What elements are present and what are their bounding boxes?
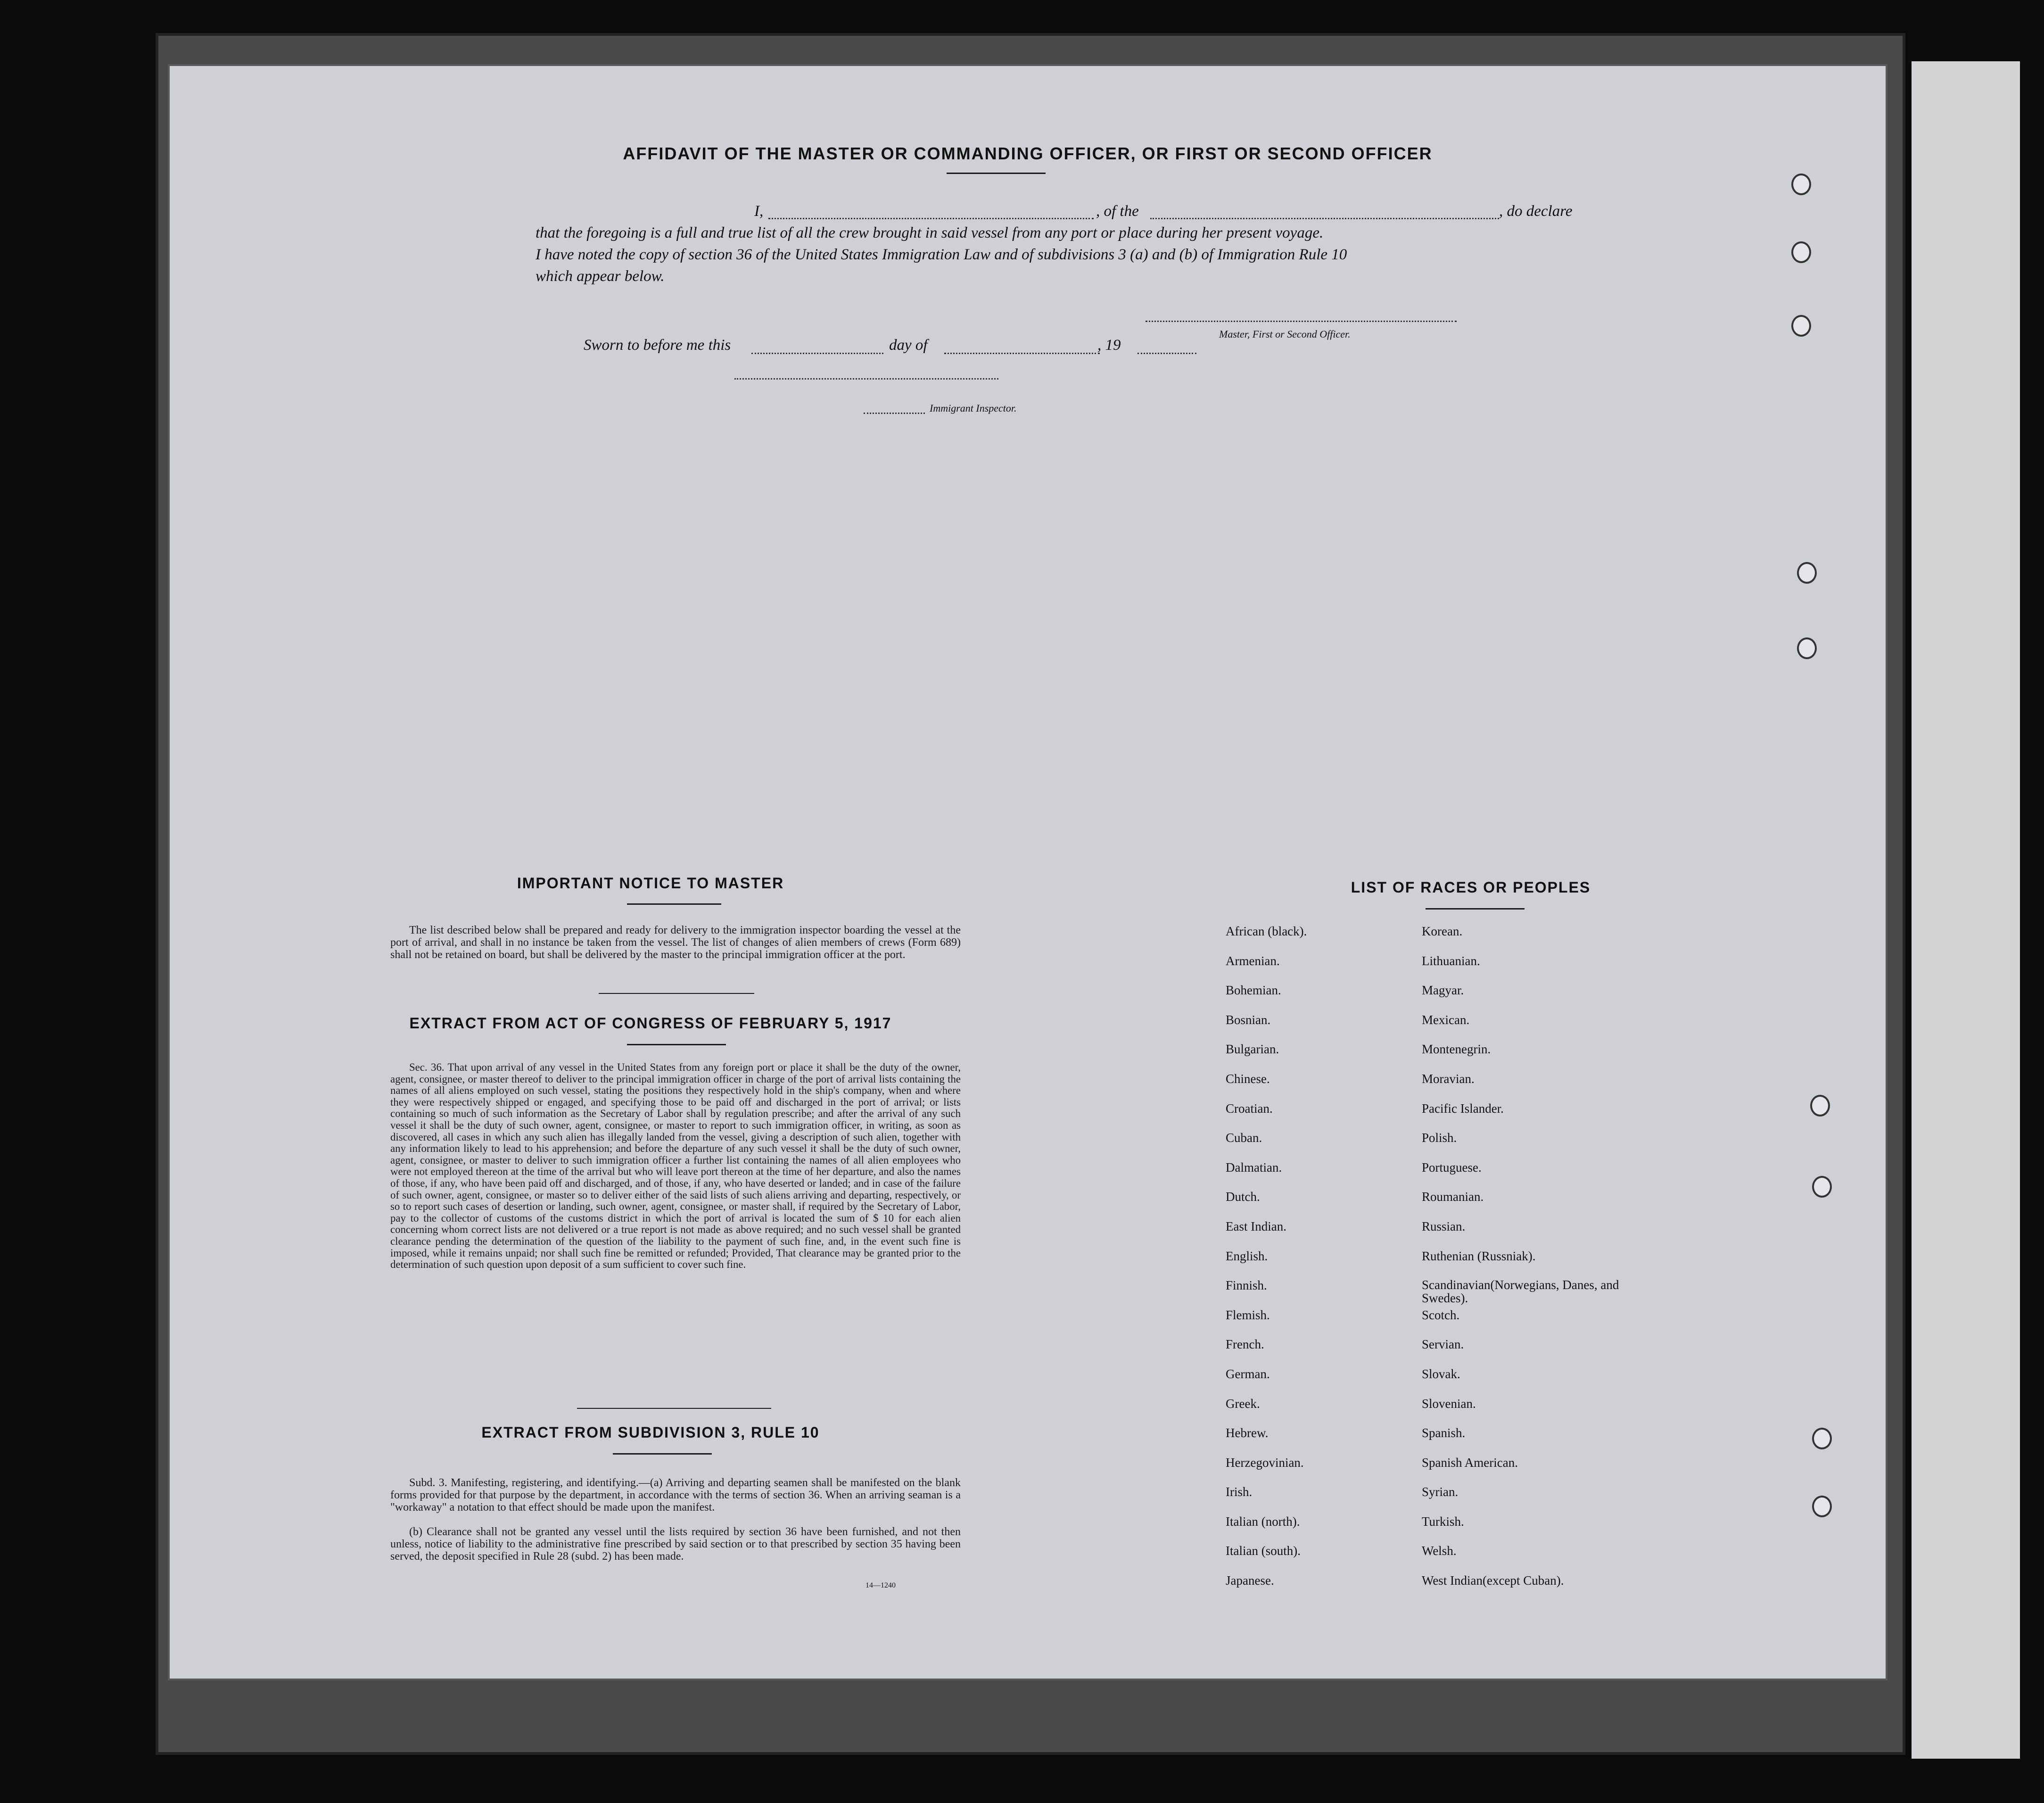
vessel-blank[interactable]	[1150, 218, 1499, 219]
race-item: Pacific Islander.	[1422, 1101, 1504, 1116]
race-item: East Indian.	[1226, 1219, 1286, 1233]
race-item: Moravian.	[1422, 1071, 1475, 1086]
act-extract-title: EXTRACT FROM ACT OF CONGRESS OF FEBRUARY 5, 1917	[409, 1015, 892, 1032]
races-column-1	[1226, 924, 1414, 1603]
race-item: Spanish American.	[1422, 1455, 1518, 1470]
declaration-line-1	[585, 203, 1631, 222]
race-item: Hebrew.	[1226, 1426, 1269, 1440]
affidavit-title: AFFIDAVIT OF THE MASTER OR COMMANDING OFFICER, OR FIRST OR SECOND OFFICER	[623, 144, 1433, 163]
notice-title: IMPORTANT NOTICE TO MASTER	[517, 875, 784, 892]
race-item: Syrian.	[1422, 1485, 1459, 1499]
sworn-day-of: day of	[889, 337, 928, 354]
sworn-prefix: Sworn to before me this	[584, 337, 731, 354]
notice-body: The list described below shall be prepared and ready for delivery to the immigration inspector boarding the vessel at the port of arrival, and shall in no instance be taken from the vessel. The list of changes of alien members of crews (Form 689) shall not be retained on board, but shall be delivered by the master to the principal immigration officer at the port.	[390, 924, 961, 961]
race-item: Polish.	[1422, 1131, 1457, 1145]
race-item: Greek.	[1226, 1396, 1260, 1411]
manifest-page	[170, 66, 1886, 1679]
act-extract-rule	[627, 1044, 726, 1045]
declaration-of-the: , of the	[1096, 203, 1139, 220]
race-item: Scandinavian(Norwegians, Danes, and Swedes).	[1422, 1278, 1619, 1306]
race-item: Lithuanian.	[1422, 953, 1480, 968]
sworn-year: , 19	[1097, 337, 1121, 354]
races-title: LIST OF RACES OR PEOPLES	[1351, 879, 1591, 896]
race-item: Montenegrin.	[1422, 1042, 1491, 1057]
race-item: Slovak.	[1422, 1366, 1460, 1381]
punch-hole-icon	[1810, 1095, 1830, 1117]
sworn-day-blank[interactable]	[751, 353, 883, 354]
punch-hole-icon	[1797, 637, 1817, 659]
punch-hole-icon	[1797, 562, 1817, 584]
form-number: 14—1240	[865, 1581, 896, 1589]
race-item: Spanish.	[1422, 1426, 1466, 1440]
declaration-i: I,	[754, 203, 764, 220]
race-item: Chinese.	[1226, 1071, 1270, 1086]
race-item: Servian.	[1422, 1337, 1464, 1352]
race-item: Dalmatian.	[1226, 1160, 1282, 1174]
race-item: Slovenian.	[1422, 1396, 1476, 1411]
section-divider	[599, 993, 754, 994]
race-item: Herzegovinian.	[1226, 1455, 1304, 1470]
race-item: Armenian.	[1226, 953, 1280, 968]
race-item: Cuban.	[1226, 1131, 1262, 1145]
race-item: English.	[1226, 1249, 1268, 1263]
race-item: Russian.	[1422, 1219, 1466, 1233]
notice-rule	[627, 903, 721, 905]
inspector-label: Immigrant Inspector.	[930, 402, 1017, 414]
race-item: Korean.	[1422, 924, 1463, 938]
sworn-month-blank[interactable]	[944, 353, 1100, 354]
race-item: Bohemian.	[1226, 983, 1281, 998]
race-item: Turkish.	[1422, 1514, 1464, 1529]
race-item: Italian (south).	[1226, 1544, 1301, 1558]
race-item: Dutch.	[1226, 1190, 1260, 1204]
race-item: Roumanian.	[1422, 1190, 1484, 1204]
declaration-line-3: I have noted the copy of section 36 of the United States Immigration Law and of subdivisions 3 (a) and (b) of Immigration Rule 10	[536, 246, 1347, 263]
race-item: Bosnian.	[1226, 1012, 1271, 1027]
race-item: French.	[1226, 1337, 1264, 1352]
rule-extract-title: EXTRACT FROM SUBDIVISION 3, RULE 10	[481, 1424, 820, 1441]
title-rule	[947, 173, 1046, 174]
rule-extract-para-a: Subd. 3. Manifesting, registering, and identifying.—(a) Arriving and departing seamen shall be manifested on the blank forms provided for that purpose by the department, in accordance with the terms of section 36. When an arriving seaman is a "workaway" a notation to that effect should be made upon the manifest.	[390, 1477, 961, 1514]
races-column-2	[1422, 924, 1629, 1603]
races-rule	[1426, 908, 1525, 910]
master-signature-blank[interactable]	[1146, 321, 1457, 322]
declaration-do-declare: , do declare	[1499, 203, 1573, 220]
punch-hole-icon	[1812, 1176, 1832, 1198]
inspector-signature-blank[interactable]	[734, 378, 998, 380]
punch-hole-icon	[1791, 315, 1811, 337]
sworn-year-blank[interactable]	[1137, 353, 1196, 354]
race-item: Welsh.	[1422, 1544, 1457, 1558]
race-item: Ruthenian (Russniak).	[1422, 1249, 1536, 1263]
punch-hole-icon	[1791, 241, 1811, 263]
punch-hole-icon	[1812, 1496, 1832, 1517]
race-item: Magyar.	[1422, 983, 1464, 998]
race-item: Irish.	[1226, 1485, 1253, 1499]
master-signature-label: Master, First or Second Officer.	[1219, 328, 1351, 340]
race-item: Mexican.	[1422, 1012, 1470, 1027]
race-item: Scotch.	[1422, 1307, 1460, 1322]
name-blank[interactable]	[768, 218, 1094, 219]
race-item: Croatian.	[1226, 1101, 1273, 1116]
rule-extract-rule	[613, 1453, 712, 1455]
punch-hole-icon	[1791, 174, 1811, 195]
adjacent-sheet-edge	[1912, 61, 2020, 1759]
race-item: Finnish.	[1226, 1278, 1267, 1293]
rule-extract-para-b: (b) Clearance shall not be granted any vessel until the lists required by section 36 have been furnished, and not then unless, notice of liability to the administrative fine prescribed by said section or to that prescribed by section 35 having been served, the deposit specified in Rule 28 (subd. 2) has been made.	[390, 1526, 961, 1563]
race-item: West Indian(except Cuban).	[1422, 1573, 1564, 1588]
inspector-lead-blank	[864, 413, 925, 414]
sworn-line	[584, 337, 1196, 357]
section-divider	[577, 1408, 771, 1409]
act-extract-body: Sec. 36. That upon arrival of any vessel in the United States from any foreign port or place it shall be the duty of the owner, agent, consignee, or master thereof to deliver to the principal immigration officer in charge of the port of arrival lists containing the names of all aliens employed on such vessel, stating the positions they respectively hold in the ship's company, when and where they were respectively shipped or engaged, and specifying those to be paid off and discharged in the port of arrival; or lists containing so much of such information as the Secretary of Labor shall by regulation prescribe; and after the arrival of any such vessel it shall be the duty of such owner, agent, consignee, or master to report to such immigration officer, in writing, as soon as discovered, all cases in which any such alien has illegally landed from the vessel, giving a description of such alien, together with any information likely to lead to his apprehension; and before the departure of any such vessel it shall be the duty of such owner, agent, consignee, or master to deliver to such immigration officer a further list containing the names of all alien employees who were not employed thereon at the time of the arrival but who will leave port thereon at the time of her departure, and also the names of those, if any, who have been paid off and discharged, and of those, if any, who have deserted or landed; and in case of the failure of such owner, agent, consignee, or master so to deliver either of the said lists of such aliens arriving and departing, respectively, or so to report such cases of desertion or landing, such owner, agent, consignee, or master shall, if required by the Secretary of Labor, pay to the collector of customs of the customs district in which the port of arrival is located the sum of $ 10 for each alien concerning whom correct lists are not delivered or a true report is not made as above required; and no such vessel shall be granted clearance pending the determination of the question of the liability to the payment of such fine, and, in the event such fine is imposed, while it remains unpaid; nor shall such fine be remitted or refunded; Provided, That clearance may be granted prior to the determination of such question upon deposit of a sum sufficient to cover such fine.	[390, 1061, 961, 1271]
race-item: African (black).	[1226, 924, 1307, 938]
race-item: Italian (north).	[1226, 1514, 1300, 1529]
race-item: Bulgarian.	[1226, 1042, 1279, 1057]
declaration-line-2: that the foregoing is a full and true list of all the crew brought in said vessel from any port or place during her present voyage.	[536, 224, 1324, 241]
race-item: German.	[1226, 1366, 1270, 1381]
race-item: Flemish.	[1226, 1307, 1270, 1322]
race-item: Portuguese.	[1422, 1160, 1482, 1174]
punch-hole-icon	[1812, 1428, 1832, 1449]
declaration-line-4: which appear below.	[536, 268, 665, 285]
race-item: Japanese.	[1226, 1573, 1274, 1588]
